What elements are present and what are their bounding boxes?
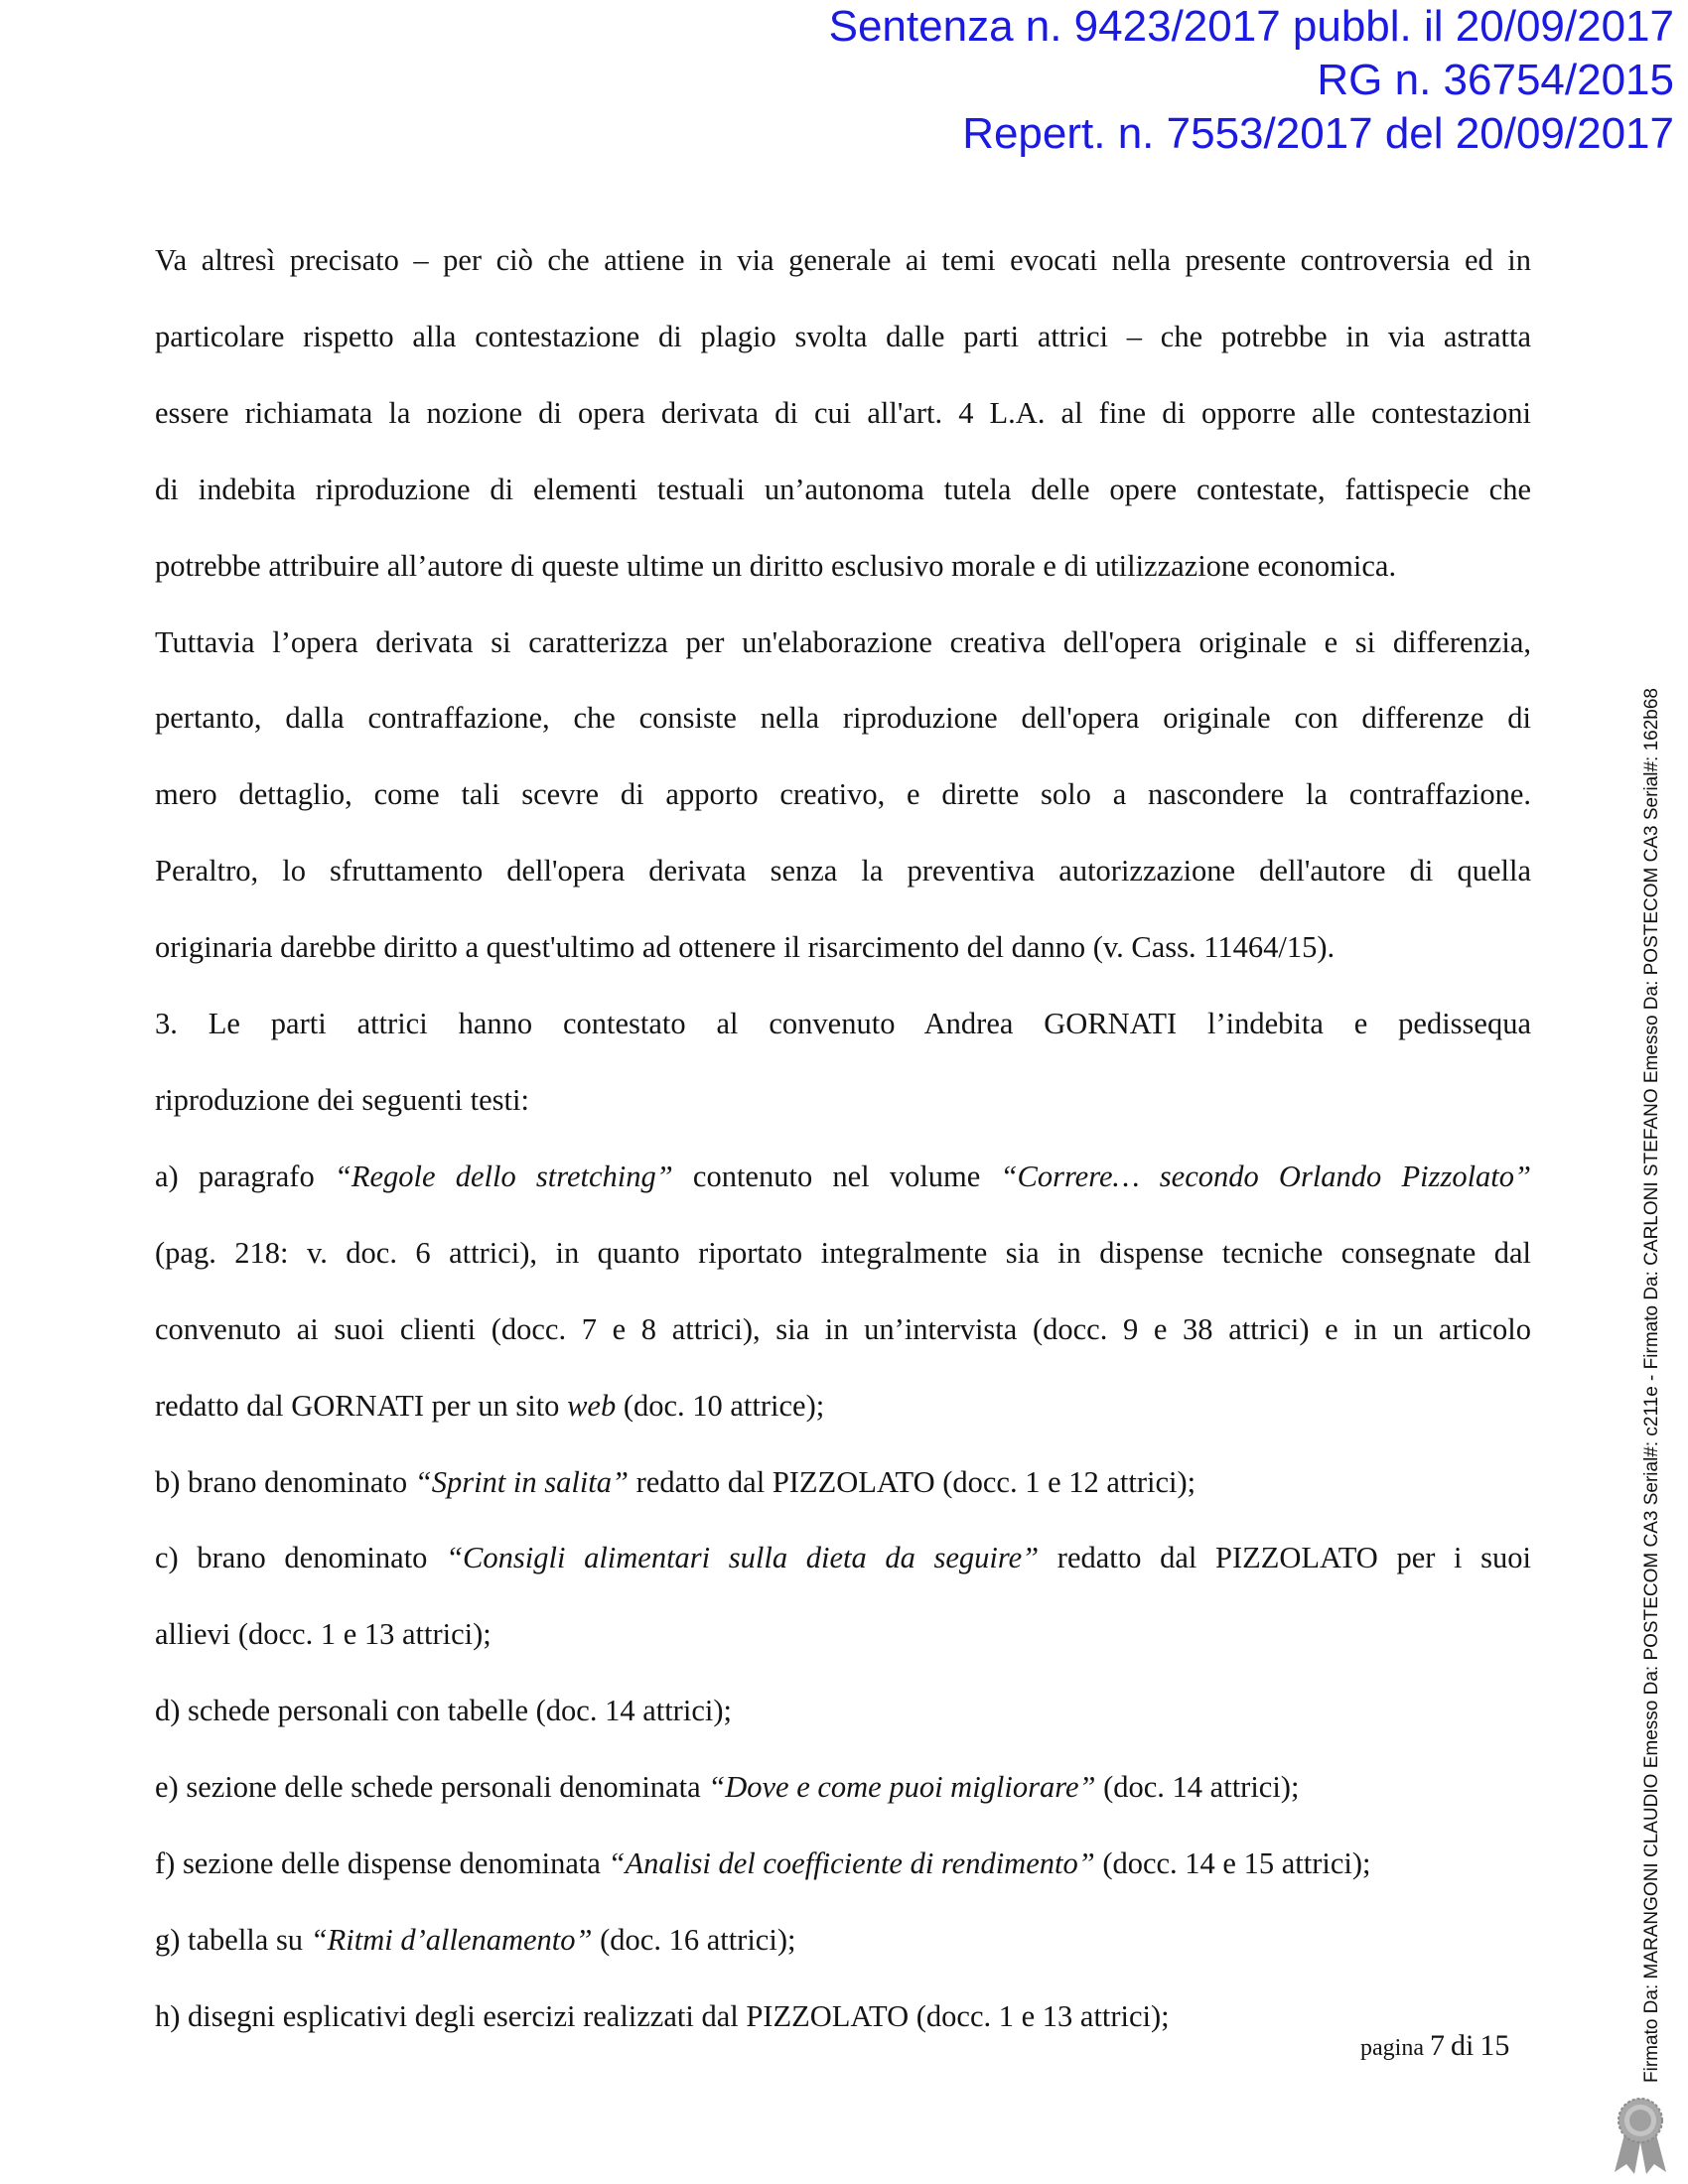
work-title: “Correre… secondo Orlando Pizzolato”	[1000, 1159, 1531, 1193]
body-line: Peraltro, lo sfruttamento dell'opera derivata senza la preventiva autorizzazione dell'autore di quella	[155, 854, 1531, 888]
body-line: Tuttavia l’opera derivata si caratterizza per un'elaborazione creativa dell'opera originale e si differenzia,	[155, 624, 1531, 659]
body-line: essere richiamata la nozione di opera derivata di cui all'art. 4 L.A. al fine di opporre alle contestazioni	[155, 395, 1531, 430]
body-line: mero dettaglio, come tali scevre di apporto creativo, e dirette solo a nascondere la contraffazione.	[155, 777, 1531, 812]
page-total: 15	[1479, 2029, 1510, 2062]
list-item-c: c) brano denominato “Consigli alimentari sulla dieta da seguire” redatto dal PIZZOLATO per i suoi	[155, 1541, 1531, 1575]
list-item-a: a) paragrafo “Regole dello stretching” contenuto nel volume “Correre… secondo Orlando Pizzolato”	[155, 1159, 1531, 1193]
list-item-b: b) brano denominato “Sprint in salita” redatto dal PIZZOLATO (docc. 1 e 12 attrici);	[155, 1464, 1196, 1499]
body-line: (pag. 218: v. doc. 6 attrici), in quanto riportato integralmente sia in dispense tecniche consegnate dal	[155, 1235, 1531, 1270]
body-line: riproduzione dei seguenti testi:	[155, 1082, 529, 1117]
list-item-h: h) disegni esplicativi degli esercizi realizzati dal PIZZOLATO (docc. 1 e 13 attrici);	[155, 1998, 1170, 2033]
header-repert: Repert. n. 7553/2017 del 20/09/2017	[962, 109, 1674, 158]
header-rg: RG n. 36754/2015	[1317, 56, 1674, 104]
page-current: 7	[1429, 2029, 1445, 2062]
work-title: “Ritmi d’allenamento”	[310, 1922, 593, 1957]
seal-ribbon-icon	[1607, 2095, 1674, 2176]
body-line: pertanto, dalla contraffazione, che consiste nella riproduzione dell'opera originale con differenze di	[155, 701, 1531, 736]
work-title: “Consigli alimentari sulla dieta da seguire”	[446, 1541, 1040, 1575]
body-line: potrebbe attribuire all’autore di queste ultime un diritto esclusivo morale e di utilizzazione economica.	[155, 548, 1397, 583]
body-line: Va altresì precisato – per ciò che attiene in via generale ai temi evocati nella presente controversia ed in	[155, 243, 1531, 277]
body-line: particolare rispetto alla contestazione di plagio svolta dalle parti attrici – che potrebbe in via astratta	[155, 319, 1531, 353]
list-item-f: f) sezione delle dispense denominata “Analisi del coefficiente di rendimento” (docc. 14 e 15 attrici);	[155, 1846, 1371, 1881]
body-line: convenuto ai suoi clienti (docc. 7 e 8 attrici), sia in un’intervista (docc. 9 e 38 attrici) e in un articolo	[155, 1311, 1531, 1346]
body-line: 3. Le parti attrici hanno contestato al convenuto Andrea GORNATI l’indebita e pedissequa	[155, 1007, 1531, 1041]
work-title: “Regole dello stretching”	[334, 1159, 673, 1193]
list-item-g: g) tabella su “Ritmi d’allenamento” (doc. 16 attrici);	[155, 1922, 796, 1957]
body-line: redatto dal GORNATI per un sito web (doc. 10 attrice);	[155, 1388, 825, 1423]
body-line: di indebita riproduzione di elementi testuali un’autonoma tutela delle opere contestate, fattispecie che	[155, 472, 1531, 506]
list-item-e: e) sezione delle schede personali denominata “Dove e come puoi migliorare” (doc. 14 attrici);	[155, 1770, 1300, 1805]
page-number	[1360, 2029, 1509, 2063]
work-title: “Dove e come puoi migliorare”	[708, 1770, 1096, 1805]
digital-signature-strip: Firmato Da: MARANGONI CLAUDIO Emesso Da: POSTECOM CA3 Serial#: c211e - Firmato Da: CARLONI STEFANO Emesso Da: POSTECOM CA3 Serial#: 162b68	[1641, 688, 1662, 2083]
work-title: “Sprint in salita”	[414, 1464, 629, 1499]
page-label: pagina	[1360, 2035, 1424, 2061]
header-sentenza: Sentenza n. 9423/2017 pubbl. il 20/09/2017	[828, 2, 1674, 51]
document-header	[829, 0, 1674, 161]
body-line: allievi (docc. 1 e 13 attrici);	[155, 1617, 492, 1652]
work-title: “Analisi del coefficiente di rendimento”	[608, 1846, 1095, 1881]
document-body	[155, 222, 1531, 2055]
body-line: originaria darebbe diritto a quest'ultimo ad ottenere il risarcimento del danno (v. Cass. 11464/15).	[155, 930, 1336, 965]
page-of: di	[1450, 2029, 1475, 2062]
list-item-d: d) schede personali con tabelle (doc. 14 attrici);	[155, 1694, 732, 1728]
